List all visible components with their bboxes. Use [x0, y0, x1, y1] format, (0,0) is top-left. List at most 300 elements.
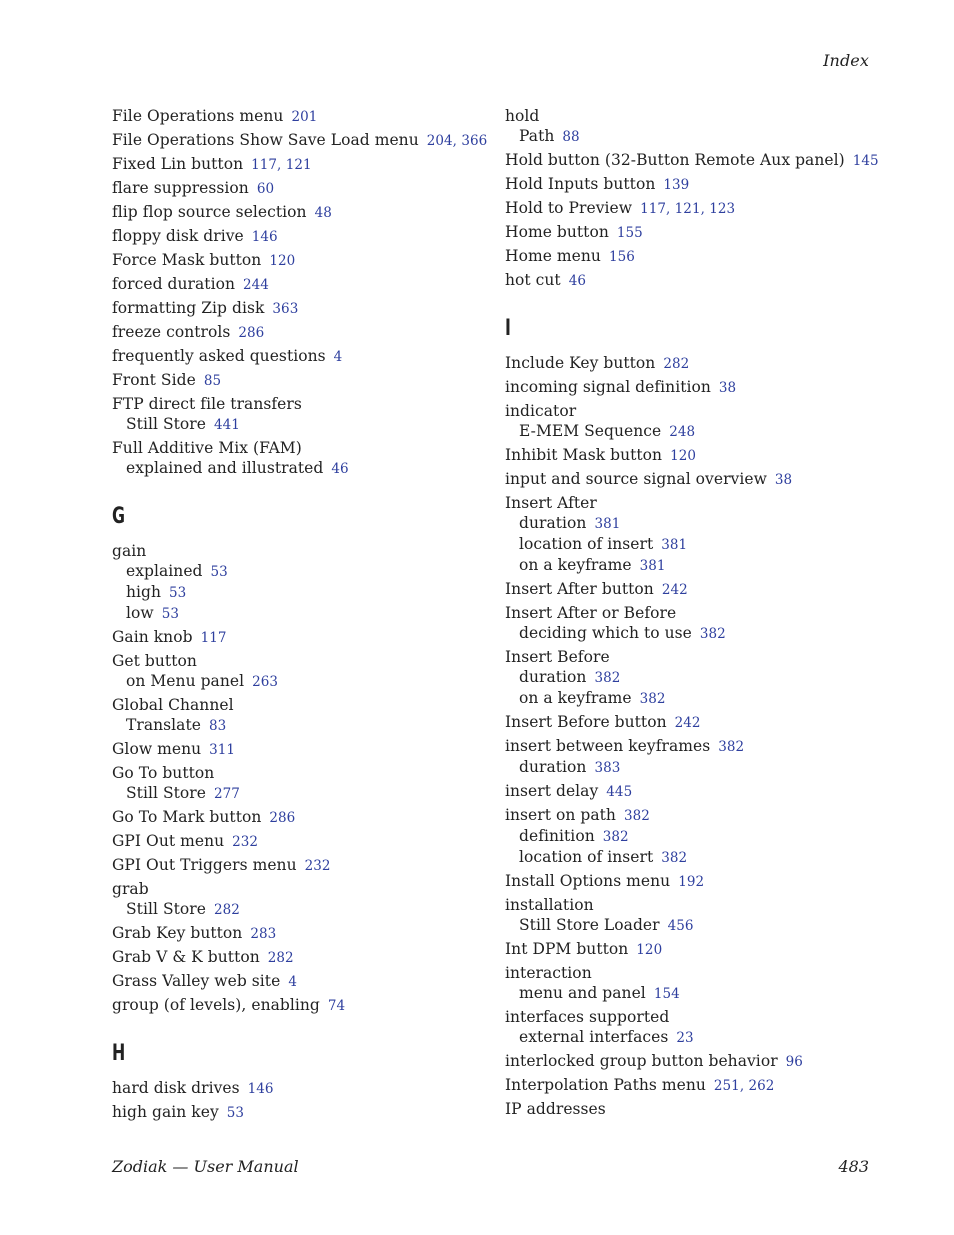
page-references: 117, 121	[251, 157, 312, 173]
index-column-left	[112, 106, 488, 1126]
index-term-text: FTP direct file transfers	[112, 395, 302, 413]
index-term	[112, 923, 482, 944]
page-references	[624, 808, 650, 824]
index-subentry	[505, 847, 885, 868]
page-link[interactable]: 120	[636, 942, 663, 958]
index-term	[505, 805, 885, 826]
index-term-text: Interpolation Paths menu	[505, 1076, 706, 1094]
index-subentry	[505, 826, 885, 847]
index-subentry-text: Still Store	[126, 900, 206, 918]
index-term-text: frequently asked questions	[112, 347, 326, 365]
page-references	[214, 902, 240, 918]
index-entry	[112, 923, 482, 944]
index-term-text: Insert Before	[505, 648, 610, 666]
index-entry	[112, 106, 482, 127]
page-link[interactable]: 382	[602, 829, 629, 845]
page-references	[269, 810, 295, 826]
index-entry	[505, 1099, 885, 1119]
page-link[interactable]: 382	[594, 670, 621, 686]
index-subentry	[112, 561, 482, 582]
page-link[interactable]: 251	[713, 1078, 740, 1094]
index-term	[112, 831, 482, 852]
page-link[interactable]: 46	[331, 461, 349, 477]
index-term	[505, 1051, 885, 1072]
page-link[interactable]: 121	[285, 157, 312, 173]
index-term-text: flip flop source selection	[112, 203, 307, 221]
index-entry	[112, 763, 482, 804]
index-term	[112, 971, 482, 992]
page-references	[775, 472, 792, 488]
index-term	[112, 322, 482, 343]
index-subentry-text: definition	[519, 827, 595, 845]
index-term	[505, 106, 885, 126]
page-references	[248, 1081, 274, 1097]
page-link[interactable]: 74	[327, 998, 346, 1014]
index-subentry-text: Translate	[126, 716, 201, 734]
index-term	[112, 274, 482, 295]
page-link[interactable]: 445	[606, 784, 633, 800]
page-link[interactable]: 121	[674, 201, 701, 217]
index-term-text: input and source signal overview	[505, 470, 767, 488]
page-link[interactable]: 286	[269, 810, 296, 826]
index-subentry-text: Still Store	[126, 784, 206, 802]
index-term-text: Insert After button	[505, 580, 654, 598]
index-term-text: indicator	[505, 402, 577, 420]
index-term	[112, 106, 482, 127]
index-term-text: insert delay	[505, 782, 599, 800]
index-term	[505, 246, 885, 267]
page-link[interactable]: 53	[161, 606, 179, 622]
index-subentry	[112, 783, 482, 804]
index-entry	[505, 469, 885, 490]
page-link[interactable]: 139	[663, 177, 690, 193]
index-term-text: Grass Valley web site	[112, 972, 281, 990]
index-subentry	[112, 715, 482, 736]
index-subentry-text: Still Store Loader	[519, 916, 660, 934]
page-references	[209, 742, 235, 758]
index-term-text: incoming signal definition	[505, 378, 711, 396]
index-entry	[112, 831, 482, 852]
index-entry	[505, 198, 885, 219]
page-link[interactable]: 120	[269, 253, 296, 269]
page-link[interactable]: 282	[213, 902, 240, 918]
index-term-text: Insert Before button	[505, 713, 667, 731]
index-term	[112, 1102, 482, 1123]
index-term-text: installation	[505, 896, 594, 914]
index-subentry	[505, 421, 885, 442]
page-link[interactable]: 381	[594, 516, 621, 532]
page-link[interactable]: 242	[674, 715, 701, 731]
index-subentry	[112, 414, 482, 435]
index-entry	[505, 222, 885, 243]
page-link[interactable]: 192	[678, 874, 705, 890]
page-references	[609, 249, 635, 265]
page-references	[670, 448, 696, 464]
index-term	[505, 174, 885, 195]
page-link[interactable]: 382	[623, 808, 650, 824]
page-link[interactable]: 156	[608, 249, 635, 265]
index-entry	[112, 322, 482, 343]
page-references	[209, 718, 226, 734]
index-term	[112, 763, 482, 783]
page-references	[700, 626, 726, 642]
page-link[interactable]: 248	[669, 424, 696, 440]
index-column-right	[505, 106, 885, 1122]
page-link[interactable]: 96	[785, 1054, 803, 1070]
page-references	[594, 760, 620, 776]
page-link[interactable]: 381	[639, 558, 666, 574]
index-entry	[112, 154, 482, 175]
page-link[interactable]: 123	[709, 201, 736, 217]
page-link[interactable]: 46	[568, 273, 586, 289]
index-subentry-text: Path	[519, 127, 555, 145]
page-references	[162, 606, 179, 622]
page-link[interactable]: 154	[653, 986, 680, 1002]
index-subentry	[112, 458, 482, 479]
index-entry	[505, 150, 885, 171]
page-references	[594, 670, 620, 686]
page-references	[606, 784, 632, 800]
page-references	[201, 630, 227, 646]
index-entry	[505, 871, 885, 892]
index-entry	[112, 346, 482, 367]
index-term-text: Go To Mark button	[112, 808, 262, 826]
index-term-text: Hold Inputs button	[505, 175, 656, 193]
page-references	[668, 918, 694, 934]
page-references	[269, 253, 295, 269]
index-subentry	[505, 667, 885, 688]
index-entry	[112, 274, 482, 295]
index-term-text: Global Channel	[112, 696, 234, 714]
index-subentry-text: external interfaces	[519, 1028, 669, 1046]
index-term-text: hot cut	[505, 271, 561, 289]
page-references	[719, 380, 736, 396]
index-term	[505, 1007, 885, 1027]
page-link[interactable]: 382	[661, 850, 688, 866]
page-references	[617, 225, 643, 241]
index-entry	[112, 226, 482, 247]
index-entry	[112, 651, 482, 692]
page-link[interactable]: 382	[699, 626, 726, 642]
page-references	[663, 177, 689, 193]
page-references	[268, 950, 294, 966]
page-link[interactable]: 441	[213, 417, 240, 433]
index-term	[505, 712, 885, 733]
index-term	[505, 445, 885, 466]
index-entry	[112, 947, 482, 968]
page-link[interactable]: 204	[426, 133, 453, 149]
index-entry	[505, 1075, 885, 1096]
page-references	[640, 691, 666, 707]
page-references	[315, 205, 332, 221]
index-term-text: Get button	[112, 652, 197, 670]
index-entry	[112, 130, 488, 151]
index-entry	[112, 1078, 482, 1099]
page-link[interactable]: 382	[639, 691, 666, 707]
page-references	[334, 349, 343, 365]
page-references	[678, 874, 704, 890]
index-term-text: Grab Key button	[112, 924, 243, 942]
page-link[interactable]: 244	[243, 277, 269, 293]
index-term-text: hold	[505, 107, 540, 125]
index-subentry-text: duration	[519, 758, 587, 776]
page-references	[669, 424, 695, 440]
page-link[interactable]: 263	[252, 674, 279, 690]
index-term	[505, 353, 885, 374]
page-link[interactable]: 201	[291, 109, 318, 125]
footer-page-number: 483	[838, 1157, 869, 1176]
page-references	[272, 301, 298, 317]
index-entry	[112, 541, 482, 624]
index-entry	[505, 246, 885, 267]
index-term-text: Hold to Preview	[505, 199, 633, 217]
index-term-text: freeze controls	[112, 323, 231, 341]
index-entry	[112, 739, 482, 760]
index-entry	[505, 353, 885, 374]
page-references: 204, 366	[426, 133, 488, 149]
page-references	[257, 181, 274, 197]
index-subentry	[505, 513, 885, 534]
index-term-text: File Operations menu	[112, 107, 284, 125]
page-references	[211, 564, 228, 580]
index-entry	[505, 647, 885, 709]
page-link[interactable]: 53	[226, 1105, 245, 1121]
index-entry	[505, 895, 885, 936]
page-references	[675, 715, 701, 731]
page-link[interactable]: 286	[238, 325, 265, 341]
index-entry	[112, 971, 482, 992]
index-entry	[505, 603, 885, 644]
index-entry	[505, 963, 885, 1004]
index-entry	[112, 1102, 482, 1123]
index-entry	[505, 736, 885, 778]
index-entry	[112, 178, 482, 199]
index-entry	[112, 202, 482, 223]
page-references	[676, 1030, 693, 1046]
index-term-text: Hold button (32-Button Remote Aux panel)	[505, 151, 845, 169]
index-entry	[505, 805, 885, 868]
index-subentry	[112, 671, 482, 692]
index-term	[505, 939, 885, 960]
page-references	[214, 417, 240, 433]
index-entry	[112, 250, 482, 271]
index-term	[505, 579, 885, 600]
index-term-text: Fixed Lin button	[112, 155, 244, 173]
index-subentry	[505, 915, 885, 936]
page-references	[663, 356, 689, 372]
index-term	[112, 947, 482, 968]
index-subentry-text: on Menu panel	[126, 672, 245, 690]
page-link[interactable]: 120	[670, 448, 697, 464]
page-link[interactable]: 282	[663, 356, 690, 372]
page-references	[569, 273, 586, 289]
index-subentry-text: Still Store	[126, 415, 206, 433]
index-term-text: hard disk drives	[112, 1079, 240, 1097]
index-term-text: Gain knob	[112, 628, 193, 646]
index-term	[505, 1099, 885, 1119]
index-entry	[505, 939, 885, 960]
page-link[interactable]: 38	[774, 472, 793, 488]
page-link[interactable]: 282	[267, 950, 294, 966]
page-link[interactable]: 242	[661, 582, 688, 598]
page-link[interactable]: 4	[333, 349, 343, 365]
index-term	[505, 401, 885, 421]
page-references	[331, 461, 348, 477]
index-entry	[505, 579, 885, 600]
index-term-text: floppy disk drive	[112, 227, 244, 245]
page-link[interactable]: 146	[247, 1081, 274, 1097]
page-link[interactable]: 88	[562, 129, 580, 145]
page-references	[328, 998, 345, 1014]
index-term-text: File Operations Show Save Load menu	[112, 131, 419, 149]
page-references	[305, 858, 331, 874]
page-link[interactable]: 155	[616, 225, 643, 241]
page-references	[250, 926, 276, 942]
index-term	[112, 370, 482, 391]
page-references	[291, 109, 317, 125]
index-term	[112, 298, 482, 319]
index-entry	[112, 394, 482, 435]
index-term	[112, 695, 482, 715]
index-subentry-text: explained	[126, 562, 203, 580]
page-link[interactable]: 117	[200, 630, 227, 646]
index-term-text: GPI Out Triggers menu	[112, 856, 297, 874]
page-references	[640, 558, 666, 574]
page-link[interactable]: 311	[209, 742, 236, 758]
index-subentry	[505, 534, 885, 555]
index-term	[112, 651, 482, 671]
index-term-text: insert between keyframes	[505, 737, 711, 755]
page-link[interactable]: 83	[208, 718, 227, 734]
page-link[interactable]: 23	[676, 1030, 694, 1046]
page-link[interactable]: 283	[250, 926, 277, 942]
page-link[interactable]: 232	[304, 858, 331, 874]
index-term-text: interaction	[505, 964, 592, 982]
index-entry	[505, 401, 885, 442]
index-term-text: IP addresses	[505, 1100, 606, 1118]
index-term	[112, 394, 482, 414]
page-link[interactable]: 117	[640, 201, 666, 217]
page-link[interactable]: 60	[256, 181, 275, 197]
index-subentry	[505, 126, 885, 147]
index-term	[505, 150, 885, 171]
page-references	[786, 1054, 803, 1070]
index-term	[505, 198, 885, 219]
section-letter-heading: G	[112, 504, 125, 529]
page-link[interactable]: 232	[232, 834, 259, 850]
page-references	[214, 786, 240, 802]
index-term-text: formatting Zip disk	[112, 299, 265, 317]
index-term	[505, 493, 885, 513]
index-term-text: flare suppression	[112, 179, 249, 197]
page-link[interactable]: 48	[314, 205, 332, 221]
index-term-text: Home button	[505, 223, 609, 241]
index-entry	[505, 106, 885, 147]
page-link[interactable]: 366	[461, 133, 488, 149]
index-entry	[112, 695, 482, 736]
index-subentry-text: low	[126, 604, 154, 622]
page-link[interactable]: 381	[661, 537, 688, 553]
index-subentry-text: location of insert	[519, 848, 654, 866]
page-link[interactable]: 383	[594, 760, 621, 776]
page-references	[288, 974, 297, 990]
page-link[interactable]: 4	[288, 974, 297, 990]
page-references	[594, 516, 620, 532]
index-subentry-text: location of insert	[519, 535, 654, 553]
index-subentry-text: E-MEM Sequence	[519, 422, 662, 440]
index-subentry-text: on a keyframe	[519, 689, 632, 707]
page-references	[853, 153, 879, 169]
index-term	[112, 739, 482, 760]
page-link[interactable]: 146	[251, 229, 278, 245]
index-entry	[505, 1051, 885, 1072]
index-term	[112, 855, 482, 876]
index-term	[112, 226, 482, 247]
index-term	[505, 377, 885, 398]
index-subentry	[505, 688, 885, 709]
page-link[interactable]: 53	[169, 585, 187, 601]
page-link[interactable]: 382	[718, 739, 745, 755]
index-term-text: grab	[112, 880, 149, 898]
index-term-text: interlocked group button behavior	[505, 1052, 778, 1070]
page-link[interactable]: 262	[748, 1078, 775, 1094]
index-entry	[112, 855, 482, 876]
section-letter-heading: H	[112, 1041, 125, 1066]
index-term-text: Glow menu	[112, 740, 202, 758]
page-link[interactable]: 85	[203, 373, 222, 389]
page-link[interactable]: 277	[213, 786, 240, 802]
page-references	[603, 829, 629, 845]
index-term-text: Inhibit Mask button	[505, 446, 663, 464]
index-term	[112, 130, 488, 151]
index-term-text: GPI Out menu	[112, 832, 225, 850]
page-references	[204, 373, 221, 389]
index-subentry-text: menu and panel	[519, 984, 646, 1002]
index-entry	[505, 174, 885, 195]
page-link[interactable]: 117	[251, 157, 278, 173]
index-entry	[505, 781, 885, 802]
index-entry	[112, 807, 482, 828]
index-term	[112, 1078, 482, 1099]
page-link[interactable]: 53	[210, 564, 228, 580]
index-subentry	[505, 757, 885, 778]
index-term	[505, 871, 885, 892]
index-entry	[505, 270, 885, 291]
page-link[interactable]: 456	[667, 918, 694, 934]
page-link[interactable]: 38	[718, 380, 737, 396]
page-link[interactable]: 363	[272, 301, 299, 317]
index-term-text: Insert After	[505, 494, 597, 512]
index-subentry-text: high	[126, 583, 162, 601]
page-references	[636, 942, 662, 958]
index-entry	[505, 445, 885, 466]
index-term-text: Home menu	[505, 247, 601, 265]
index-term	[112, 541, 482, 561]
section-letter-heading: I	[505, 316, 511, 341]
index-term-text: Install Options menu	[505, 872, 671, 890]
page-references	[662, 582, 688, 598]
page-references: 251, 262	[713, 1078, 775, 1094]
page-link[interactable]: 145	[852, 153, 879, 169]
index-term-text: group (of levels), enabling	[112, 996, 320, 1014]
index-term-text: Include Key button	[505, 354, 656, 372]
page-references	[232, 834, 258, 850]
index-entry	[112, 438, 482, 479]
index-term	[112, 627, 482, 648]
index-term	[112, 807, 482, 828]
index-entry	[112, 298, 482, 319]
index-term	[505, 270, 885, 291]
